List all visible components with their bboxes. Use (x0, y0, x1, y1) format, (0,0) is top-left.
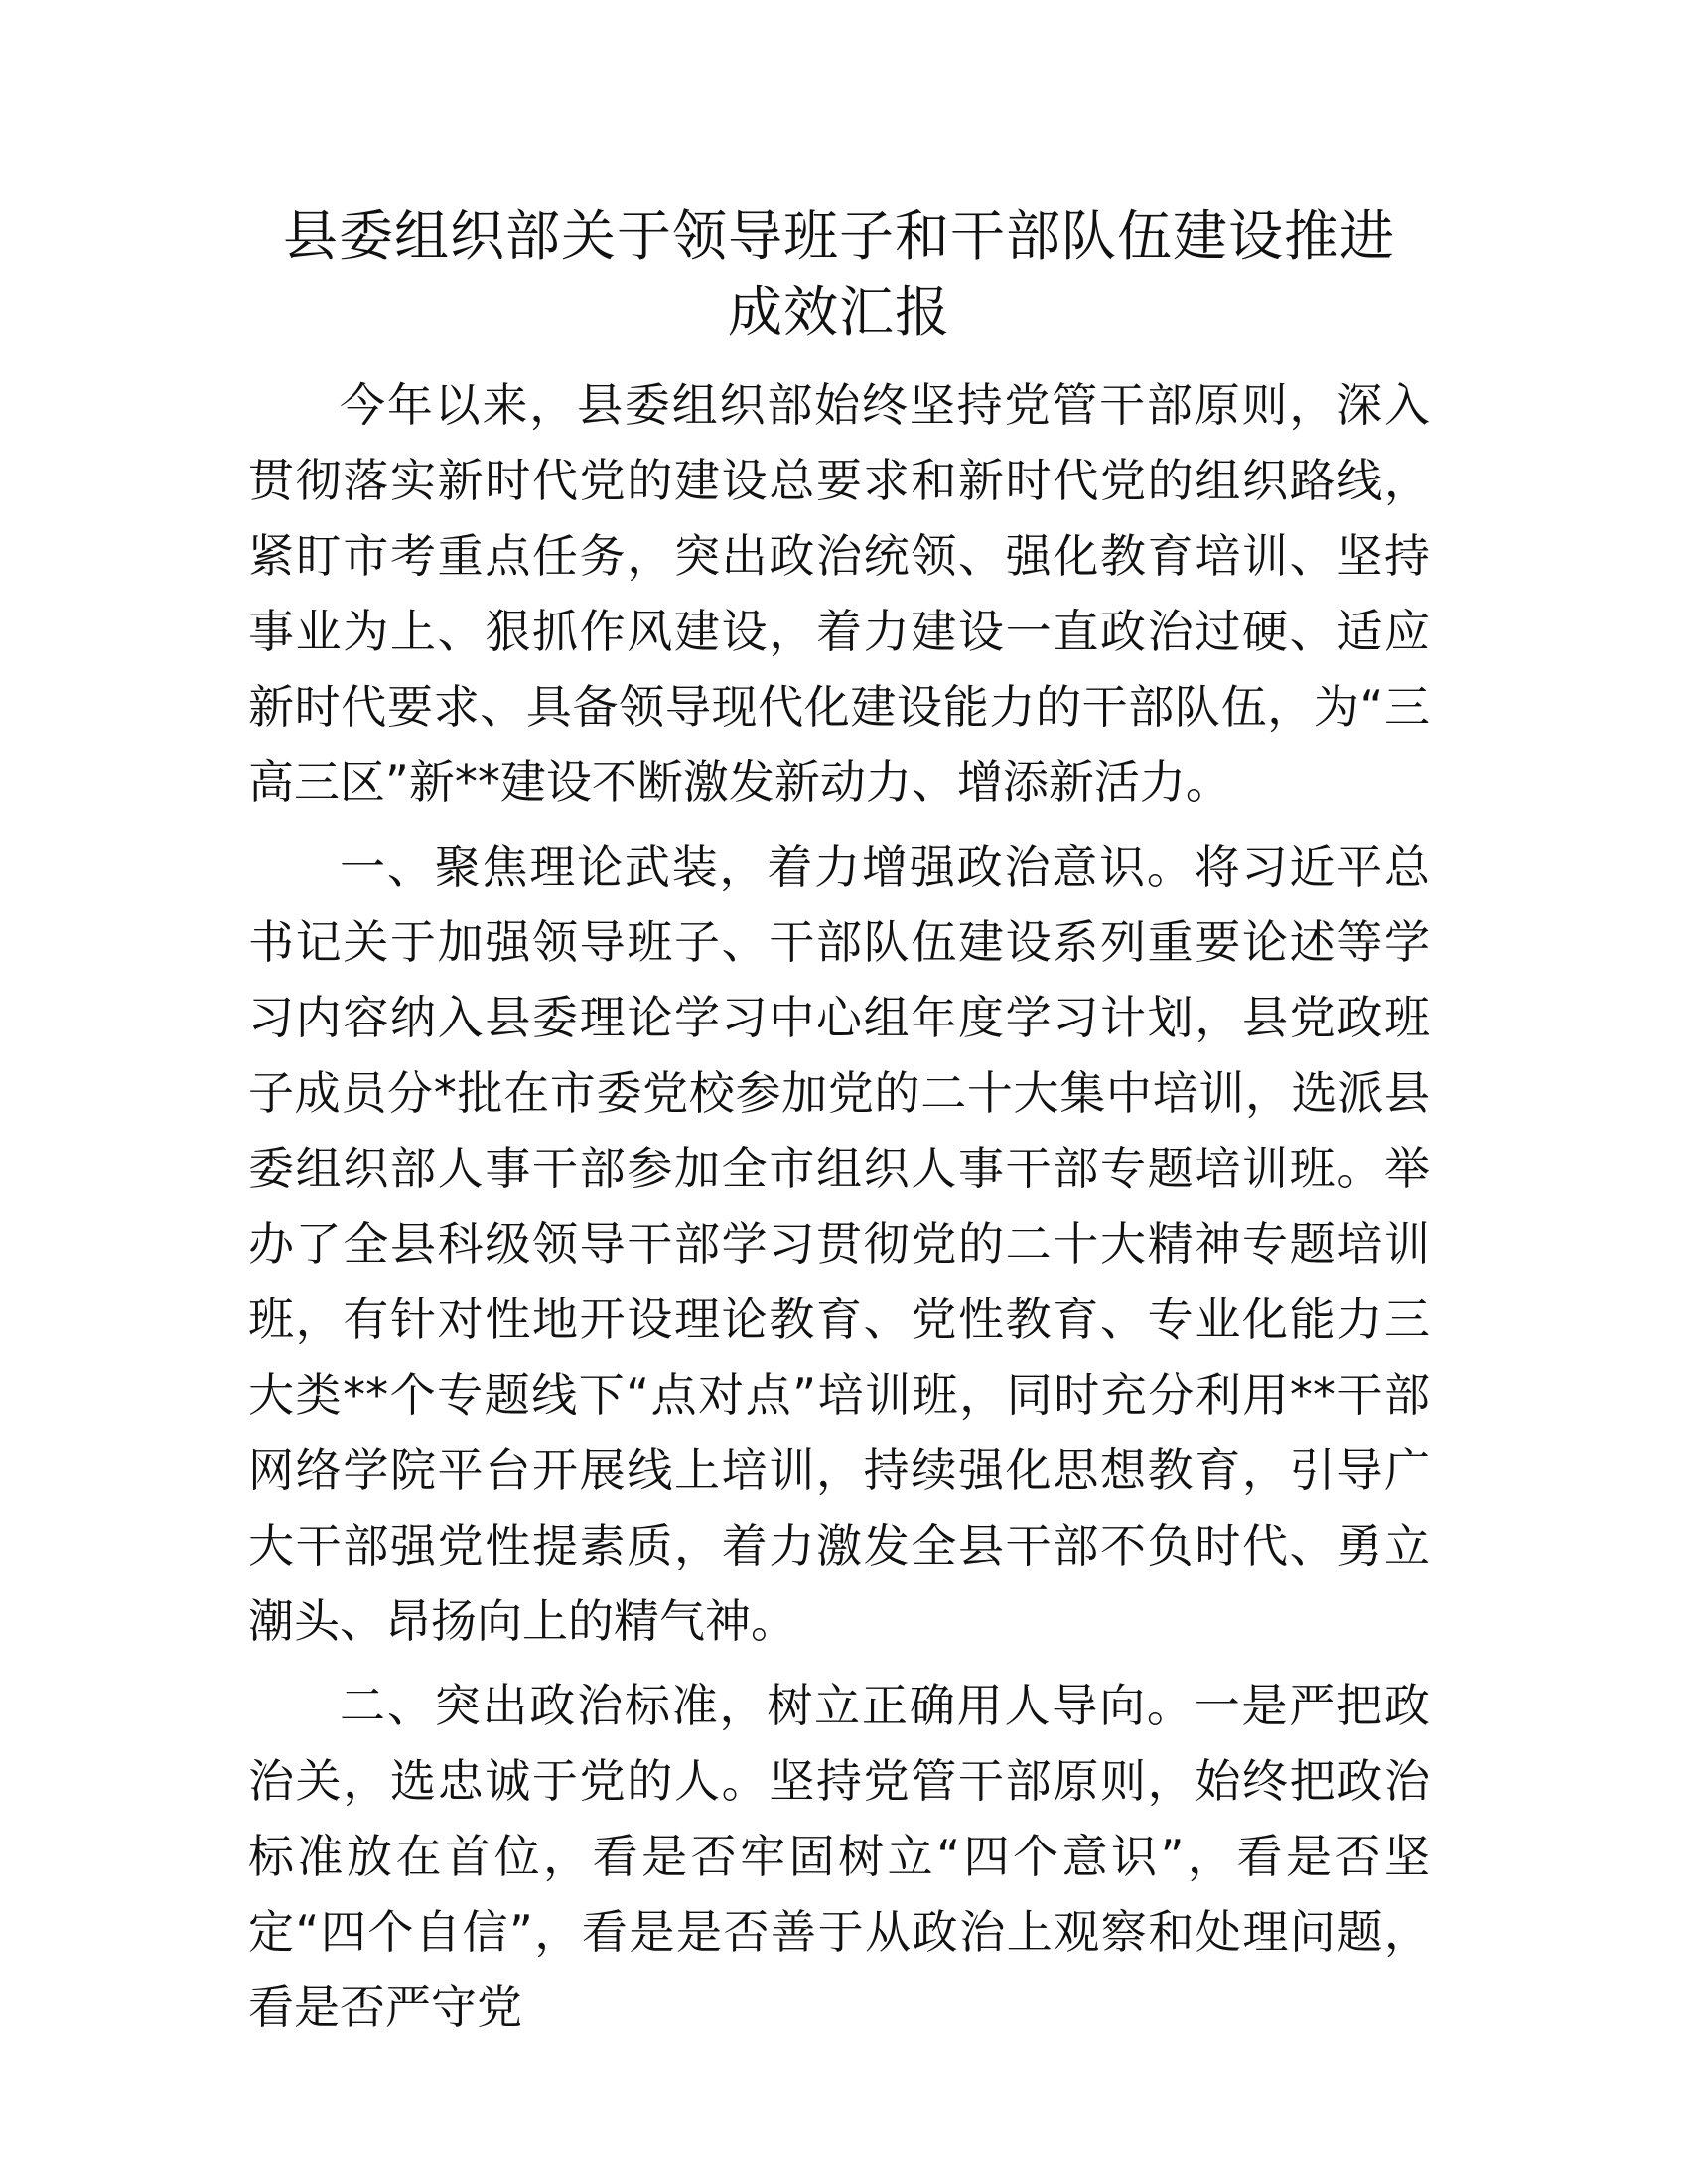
title-line-1: 县委组织部关于领导班子和干部队伍建设推进 (282, 205, 1395, 268)
document-page (248, 199, 1430, 2054)
paragraph-intro: 今年以来，县委组织部始终坚持党管干部原则，深入贯彻落实新时代党的建设总要求和新时代党的组织路线，紧盯市考重点任务，突出政治统领、强化教育培训、坚持事业为上、狠抓作风建设，着力建设一直政治过硬、适应新时代要求、具备领导现代化建设能力的干部队伍，为“三高三区”新**建设不断激发新动力、增添新活力。 (248, 378, 1430, 809)
document-body (248, 367, 1430, 2045)
paragraph-section-2: 二、突出政治标准，树立正确用人导向。一是严把政治关，选忠诚于党的人。坚持党管干部原则，始终把政治标准放在首位，看是否牢固树立“四个意识”，看是否坚定“四个自信”，看是是否善于从政治上观察和处理问题，看是否严守党 (248, 1679, 1430, 2034)
document-title (248, 199, 1430, 349)
paragraph-section-1: 一、聚焦理论武装，着力增强政治意识。将习近平总书记关于加强领导班子、干部队伍建设系列重要论述等学习内容纳入县委理论学习中心组年度学习计划，县党政班子成员分*批在市委党校参加党的二十大集中培训，选派县委组织部人事干部参加全市组织人事干部专题培训班。举办了全县科级领导干部学习贯彻党的二十大精神专题培训班，有针对性地开设理论教育、党性教育、专业化能力三大类**个专题线下“点对点”培训班，同时充分利用**干部网络学院平台开展线上培训，持续强化思想教育，引导广大干部强党性提素质，着力激发全县干部不负时代、勇立潮头、昂扬向上的精气神。 (248, 840, 1430, 1648)
title-line-2: 成效汇报 (727, 280, 950, 343)
